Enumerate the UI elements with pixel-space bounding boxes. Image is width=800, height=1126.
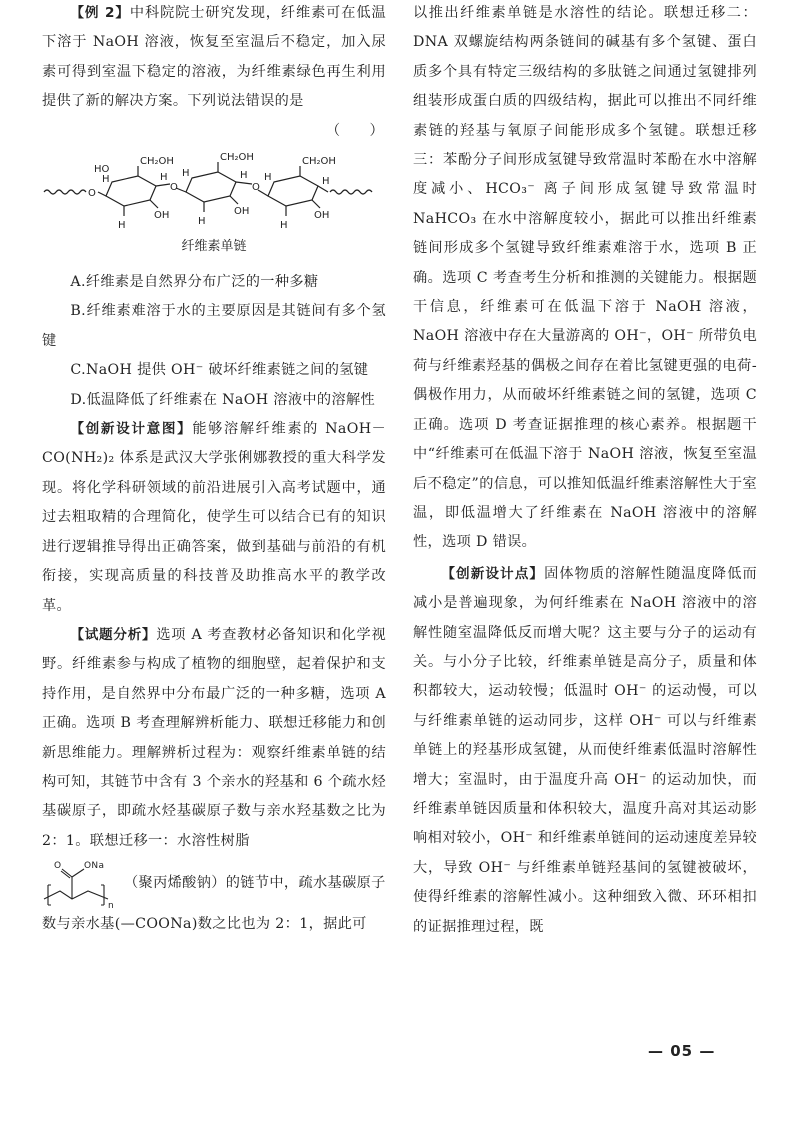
structure-caption: 纤维素单链 [181, 239, 247, 255]
label-ho-1: HO [94, 164, 110, 176]
label-h-4: H [182, 168, 190, 180]
label-oh-3: OH [314, 210, 330, 222]
polymer-text: （聚丙烯酸钠）的链节中，疏水基碳原子 [124, 875, 386, 892]
option-d: D.低温降低了纤维素在 NaOH 溶液中的溶解性 [70, 391, 376, 408]
question-text: 中科院院士研究发现，纤维素可在低温下溶于 NaOH 溶液，恢复至室温后不稳定，加入尿素可得到室温下稳定的溶液，为纤维素绿色再生利用提供了新的解决方案。下列说法错误的是 [42, 5, 387, 110]
label-ch2oh-3: CH₂OH [302, 156, 336, 168]
ratio-line: 数与亲水基(—COONa)数之比也为 2：1，据此可 [42, 916, 367, 933]
label-oh-2: OH [234, 206, 250, 218]
design-intent-tag: 【创新设计意图】 [70, 421, 193, 438]
label-o-2: O [170, 182, 178, 194]
option-c: C.NaOH 提供 OH⁻ 破坏纤维素链之间的氢键 [70, 362, 369, 379]
design-point-text: 固体物质的溶解性随温度降低而减小是普遍现象，为何纤维素在 NaOH 溶液中的溶解性随室温降低反而增大呢？这主要与分子的运动有关。与小分子比较，纤维素单链是高分子，质量和体积都较大，运动较慢；低温时 OH⁻ 的运动慢，可以与纤维素单链的运动同步，这样 OH⁻ 可以与纤维素单链上的羟基形成氢键，从而使纤维素低温时溶解性增大；室温时，由于温度升高 OH⁻ 的运动加快，而纤维素单链因质量和体积较大，温度升高对其运动影响相对较小，OH⁻ 和纤维素单链间的运动速度差异较大，导致 OH⁻ 与纤维素单链羟基间的氢键被破坏，使得纤维素的溶解性减小。这种细致入微、环环相扣的证据推理过程，既 [413, 565, 757, 935]
option-b: B.纤维素难溶于水的主要原因是其链间有多个氢键 [42, 303, 386, 349]
label-h-8: H [280, 220, 288, 232]
design-point-tag: 【创新设计点】 [441, 565, 545, 582]
label-ch2oh-2: CH₂OH [220, 152, 254, 164]
analysis-paragraph [42, 621, 386, 856]
chain-backbone [44, 891, 108, 899]
label-o: O [54, 861, 62, 872]
analysis-tag: 【试题分析】 [70, 626, 157, 643]
answer-paren: （ ） [325, 122, 384, 139]
label-h-7: H [264, 172, 272, 184]
cellulose-chain-diagram [42, 148, 386, 234]
label-h-6: H [240, 170, 248, 182]
polymer-line [42, 856, 386, 910]
wavy-bond-left [44, 190, 86, 194]
bracket-right [101, 885, 104, 905]
question-tag: 【例 2】 [70, 5, 130, 21]
label-o-3: O [252, 182, 260, 194]
question-stem [42, 0, 386, 117]
polyacrylate-diagram [42, 857, 120, 909]
page-number: — 05 — [648, 1042, 716, 1060]
analysis-text: 选项 A 考查教材必备知识和化学视野。纤维素参与构成了植物的细胞壁，起着保护和支持作用，是自然界中分布最广泛的一种多糖，选项 A 正确。选项 B 考查理解辨析能力、联想迁移能力和创新思维能力。理解辨析过程为：观察纤维素单链的结构可知，其链节中含有 3 个亲水的羟基和 6 个疏水烃基碳原子，即疏水烃基碳原子数与亲水羟基数之比为 2：1。联想迁移一：水溶性树脂 [42, 626, 386, 849]
label-h-1: H [102, 174, 110, 186]
label-h-9: H [322, 176, 330, 188]
analysis-continuation: 以推出纤维素单链是水溶性的结论。联想迁移二：DNA 双螺旋结构两条链间的碱基有多个氢键、蛋白质多个具有特定三级结构的多肽链之间通过氢键排列组装形成蛋白质的四级结构，据此可以推出不同纤维素链的羟基与氧原子间能形成多个氢键。联想迁移三：苯酚分子间形成氢键导致常温时苯酚在水中溶解度减小、HCO₃⁻ 离子间形成氢键导致常温时 NaHCO₃ 在水中溶解度较小，据此可以推出纤维素链间形成多个氢键导致纤维素难溶于水，选项 B 正确。选项 C 考查考生分析和推测的关键能力。根据题干信息，纤维素可在低温下溶于 NaOH 溶液，NaOH 溶液中存在大量游离的 OH⁻，OH⁻ 所带负电荷与纤维素羟基的偶极之间存在着比氢键更强的电荷-偶极作用力，从而破坏纤维素链之间的氢键，选项 C 正确。选项 D 考查证据推理的核心素养。根据题干中“纤维素可在低温下溶于 NaOH 溶液，恢复至室温后不稳定”的信息，可以推知低温纤维素溶解性大于室温，即低温增大了纤维素在 NaOH 溶液中的溶解性，选项 D 错误。 [413, 5, 758, 551]
bracket-left [48, 885, 51, 905]
sodium-polyacrylate-structure [42, 857, 120, 909]
label-h-5: H [198, 216, 206, 228]
label-oh-1: OH [154, 210, 170, 222]
label-n: n [108, 901, 115, 910]
left-column [42, 0, 386, 940]
right-column [413, 0, 757, 942]
label-h-2: H [118, 220, 126, 232]
design-intent-text: 能够溶解纤维素的 NaOH－CO(NH₂)₂ 体系是武汉大学张俐娜教授的重大科学发现。将化学科研领域的前沿进展引入高考试题中，通过去粗取精的合理简化，使学生可以结合已有的知识进行逻辑推导得出正确答案，做到基础与前沿的有机衔接，实现高质量的科技普及助推高水平的教学改革。 [42, 421, 386, 614]
design-intent-paragraph [42, 415, 386, 621]
label-h-3: H [160, 172, 168, 184]
wavy-bond-right [330, 190, 372, 194]
label-o-1: O [88, 188, 96, 200]
label-ona: ONa [84, 861, 105, 872]
cellulose-structure [42, 148, 386, 234]
label-ch2oh-1: CH₂OH [140, 156, 174, 168]
option-a: A.纤维素是自然界分布广泛的一种多糖 [70, 274, 319, 291]
design-point-paragraph [413, 560, 757, 942]
